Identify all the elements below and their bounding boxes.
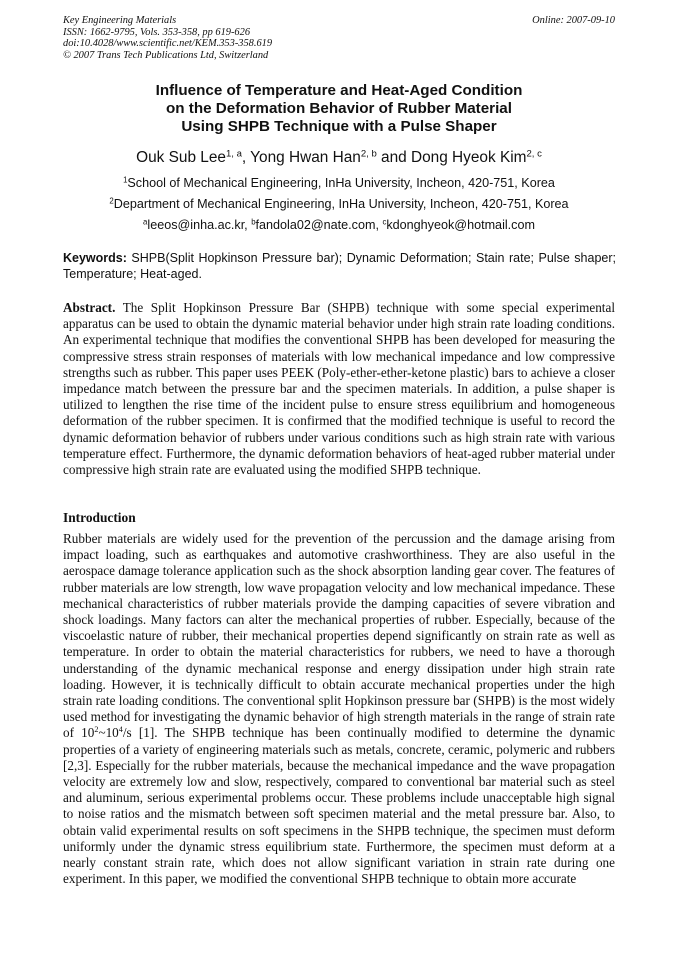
author-2: Yong Hwan Han — [250, 149, 361, 166]
intro-text-part-1: Rubber materials are widely used for the prevention of the percussion and the damage arising from impact loading, such as earthquakes and automotive crashworthiness. They are also useful in the aerospace damage tolerance application such as the shock absorption landing gear cover. The features of rubber materials are low strength, low wave propagation velocity and low mechanical impedance. These mechanical characteristics of rubber materials provide the damping capacities of severe vibration and shock loadings. Many factors can alter the mechanical properties of rubber. Especially, because of the viscoelastic nature of rubber, their mechanical properties depend significantly on strain rate as well as temperature. In order to obtain the material characteristics for rubbers, we need to have a thorough understanding of the dynamic mechanical response and energy dissipation under high strain rate loading. However, it is technically difficult to obtain accurate mechanical properties under the high strain rate loading conditions. The conventional split Hopkinson pressure bar (SHPB) is the most widely used method for investigating the dynamic behavior of high strength materials in the range of strain rate of 10 — [63, 531, 615, 741]
exponent-lower: 2 — [94, 725, 99, 735]
title-line-1: Influence of Temperature and Heat-Aged Condition — [155, 82, 523, 99]
author-1-mark: 1, a — [225, 148, 242, 160]
section-heading-introduction: Introduction — [63, 510, 136, 525]
introduction-paragraph — [63, 531, 615, 887]
affiliation-1-text: School of Mechanical Engineering, InHa University, Incheon, 420-751, Korea — [127, 176, 555, 190]
email-b-mark: b — [251, 217, 256, 227]
author-1: Ouk Sub Lee — [136, 149, 226, 166]
affiliation-2-mark: 2 — [109, 196, 114, 206]
affiliation-1 — [0, 175, 678, 191]
email-b: fandola02@nate.com, — [255, 218, 383, 232]
author-separator: , — [241, 149, 251, 166]
issn-line: ISSN: 1662-9795, Vols. 353-358, pp 619-626 — [63, 26, 251, 38]
email-a: leeos@inha.ac.kr, — [147, 218, 252, 232]
email-c: kdonghyeok@hotmail.com — [386, 218, 535, 232]
affiliation-2-text: Department of Mechanical Engineering, InHa University, Incheon, 420-751, Korea — [113, 197, 569, 211]
email-a-mark: a — [143, 217, 148, 227]
exponent-upper: 4 — [118, 725, 123, 735]
author-separator: and — [376, 149, 411, 166]
email-c-mark: c — [382, 217, 387, 227]
author-3-mark: 2, c — [526, 148, 542, 160]
keywords-text: SHPB(Split Hopkinson Pressure bar); Dynamic Deformation; Stain rate; Pulse shaper; Temperature; Heat-aged. — [63, 251, 616, 281]
keywords-label: Keywords: — [63, 251, 127, 265]
abstract-label: Abstract. — [63, 300, 116, 315]
title-line-2: on the Deformation Behavior of Rubber Material — [166, 100, 512, 117]
affiliation-2 — [0, 196, 678, 212]
abstract-text: The Split Hopkinson Pressure Bar (SHPB) technique with some special experimental apparatus can be used to obtain the dynamic material behavior under high strain rate loading conditions. An experimental technique that modifies the conventional SHPB has been developed for measuring the compressive stress strain responses of materials with low mechanical impedance and low compressive strengths such as rubber. This paper uses PEEK (Poly-ether-ether-ketone plastic) bars to achieve a closer impedance match between the pressure bar and the specimen materials. In addition, a pulse shaper is utilized to lengthen the rise time of the incident pulse to ensure stress equilibrium and homogeneous deformation of the rubber specimen. It is confirmed that the modified technique is useful to record the dynamic deformation behavior of rubbers under various conditions such as high strain rate with various temperature effect. Furthermore, the dynamic deformation behaviors of heat-aged rubber material under compressive high strain rate are evaluated using the modified SHPB technique. — [63, 300, 615, 478]
intro-text-part-2: /s [1]. The SHPB technique has been continually modified to determine the dynamic properties of a variety of engineering materials such as metals, concrete, ceramic, polymeric and rubbers [2,3]. Especially for the rubber materials, because the mechanical impedance and the wave propagation velocity are extremely low and slow, respectively, compared to conventional bar material such as steel and aluminum, serious experimental problems occur. These problems include unacceptable high signal to noise ratios and the mismatch between soft specimen material and the metal pressure bar. Also, to obtain valid experimental results on soft specimens in the SHPB technique, the specimen must deform uniformly under the dynamic stress equilibrium state. Furthermore, the specimen must deform at a nearly constant strain rate, which does not allow significant variation in strain rate during one experiment. In this paper, we modified the conventional SHPB technique to obtain more accurate — [63, 725, 615, 887]
doi-line: doi:10.4028/www.scientific.net/KEM.353-358.619 — [63, 38, 273, 50]
journal-header — [63, 15, 615, 61]
keywords-paragraph — [63, 251, 616, 282]
author-3: Dong Hyeok Kim — [410, 149, 527, 166]
title-line-3: Using SHPB Technique with a Pulse Shaper — [181, 118, 497, 135]
email-line — [0, 217, 678, 233]
abstract-paragraph — [63, 300, 615, 478]
author-2-mark: 2, b — [360, 148, 377, 160]
strain-range-tilde: ~10 — [98, 725, 119, 741]
copyright-line: © 2007 Trans Tech Publications Ltd, Switzerland — [63, 49, 269, 61]
journal-name: Key Engineering Materials — [63, 15, 177, 26]
affiliation-1-mark: 1 — [123, 175, 128, 185]
online-date: Online: 2007-09-10 — [532, 15, 615, 26]
author-list — [0, 148, 678, 168]
paper-title — [0, 82, 678, 136]
